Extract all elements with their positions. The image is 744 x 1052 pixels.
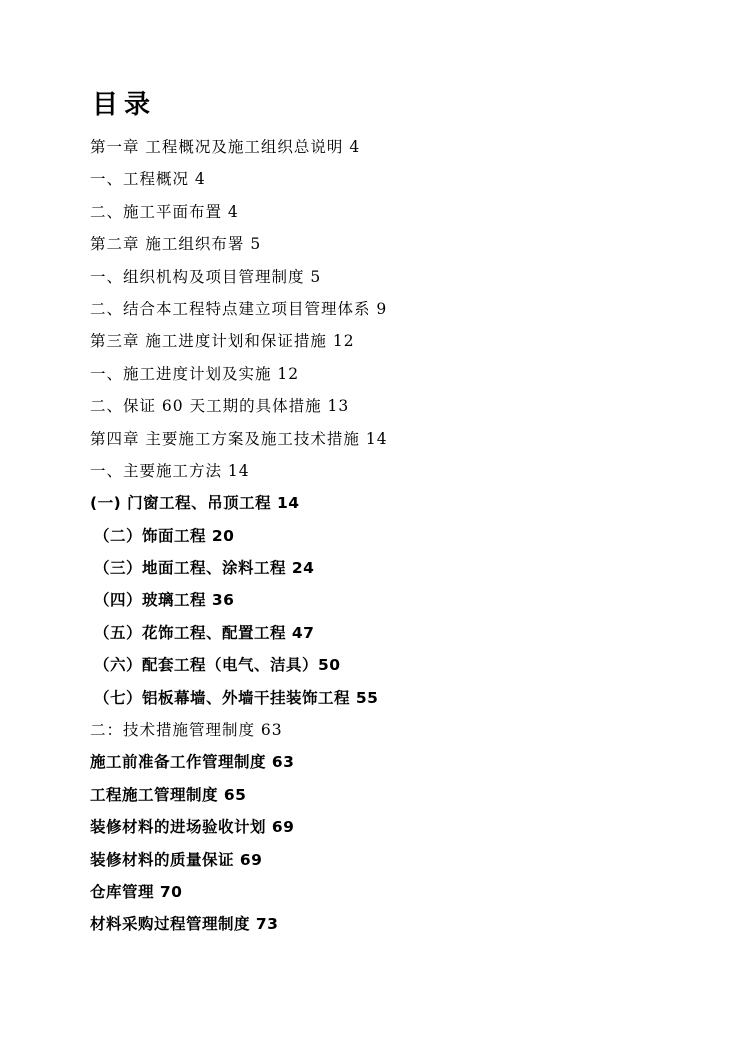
toc-entry-bold: 工程施工管理制度 65 — [90, 785, 247, 804]
toc-entry: 一、工程概况 4 — [90, 170, 206, 189]
toc-entry: 一、施工进度计划及实施 12 — [90, 364, 300, 383]
toc-entry-chapter-2: 第二章 施工组织布署 5 — [90, 235, 262, 254]
toc-entry-chapter-4: 第四章 主要施工方案及施工技术措施 14 — [90, 429, 388, 448]
toc-entry-bold: 装修材料的进场验收计划 69 — [90, 818, 295, 837]
toc-entry: 二、施工平面布置 4 — [90, 202, 239, 221]
toc-entry-subsection: （二）饰面工程 20 — [94, 526, 235, 545]
toc-entry-subsection: (一) 门窗工程、吊顶工程 14 — [90, 494, 300, 513]
toc-entry-subsection: （五）花饰工程、配置工程 47 — [94, 623, 315, 642]
toc-entry-subsection: （三）地面工程、涂料工程 24 — [94, 559, 315, 578]
toc-entry: 一、主要施工方法 14 — [90, 461, 250, 480]
toc-entry-chapter-1: 第一章 工程概况及施工组织总说明 4 — [90, 138, 361, 156]
toc-entry: 二、结合本工程特点建立项目管理体系 9 — [90, 299, 388, 318]
toc-entry: 二：技术措施管理制度 63 — [90, 721, 283, 740]
toc-entry-bold: 装修材料的质量保证 69 — [90, 850, 263, 869]
toc-entry-subsection: （四）玻璃工程 36 — [94, 591, 235, 610]
toc-entry-bold: 材料采购过程管理制度 73 — [90, 915, 279, 934]
toc-list — [90, 131, 710, 941]
toc-entry-subsection: （六）配套工程（电气、洁具）50 — [94, 656, 341, 675]
toc-title: 目录 — [92, 90, 157, 120]
toc-entry: 二、保证 60 天工期的具体措施 13 — [90, 397, 350, 416]
toc-entry-bold: 施工前准备工作管理制度 63 — [90, 753, 295, 772]
toc-entry-bold: 仓库管理 70 — [90, 882, 183, 901]
toc-entry-chapter-3: 第三章 施工进度计划和保证措施 12 — [90, 332, 355, 351]
toc-entry-subsection: （七）铝板幕墙、外墙干挂装饰工程 55 — [94, 688, 379, 707]
toc-entry: 一、组织机构及项目管理制度 5 — [90, 267, 322, 286]
